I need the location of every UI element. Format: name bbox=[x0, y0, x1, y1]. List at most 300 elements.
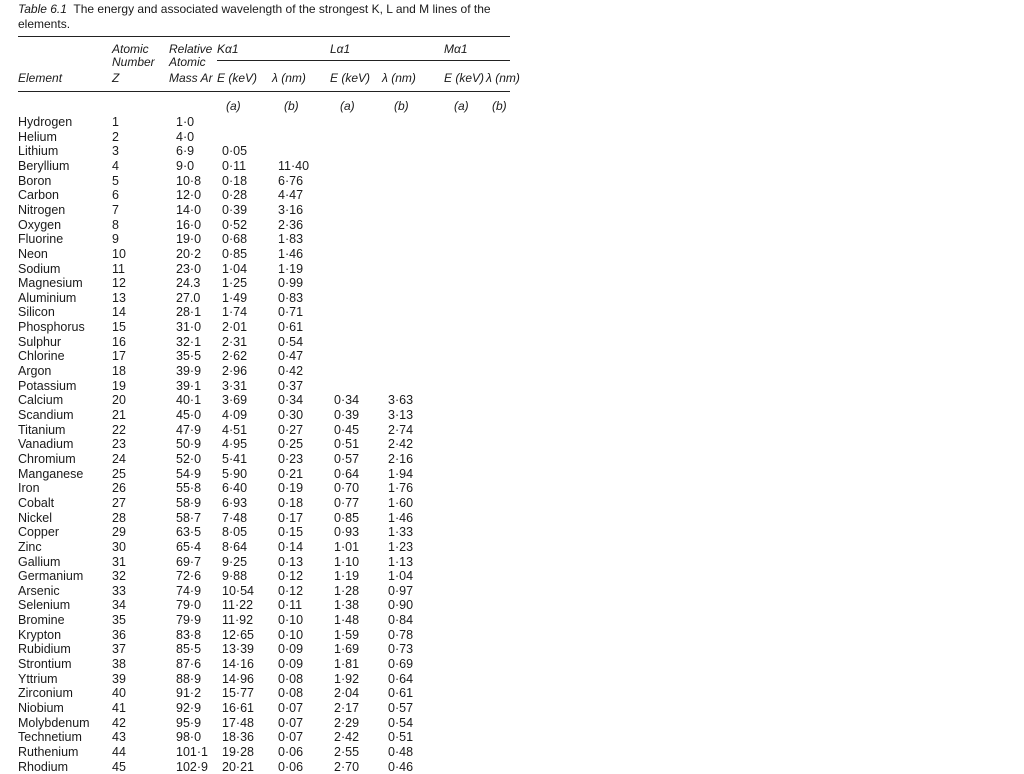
cell-k-energy: 2·01 bbox=[222, 320, 248, 335]
table-row bbox=[18, 247, 510, 262]
cell-atomic-number: 30 bbox=[112, 539, 126, 554]
cell-l-wavelength: 1·33 bbox=[388, 525, 414, 540]
cell-l-energy: 1·19 bbox=[334, 569, 360, 584]
cell-element: Aluminium bbox=[18, 290, 77, 305]
cell-l-energy: 0·51 bbox=[334, 437, 360, 452]
cell-k-energy: 2·96 bbox=[222, 364, 248, 379]
cell-atomic-mass: 79·0 bbox=[176, 598, 202, 613]
cell-k-wavelength: 0·11 bbox=[278, 598, 303, 613]
cell-atomic-number: 42 bbox=[112, 715, 126, 730]
cell-k-wavelength: 0·61 bbox=[278, 320, 304, 335]
cell-atomic-number: 10 bbox=[112, 246, 126, 261]
cell-k-energy: 15·77 bbox=[222, 686, 254, 701]
note-k-a: (a) bbox=[226, 99, 241, 113]
cell-atomic-mass: 31·0 bbox=[176, 320, 202, 335]
cell-atomic-number: 36 bbox=[112, 627, 126, 642]
cell-k-energy: 8·05 bbox=[222, 525, 248, 540]
cell-k-wavelength: 0·10 bbox=[278, 613, 304, 628]
cell-k-energy: 2·62 bbox=[222, 349, 248, 364]
cell-element: Iron bbox=[18, 481, 40, 496]
cell-k-wavelength: 0·08 bbox=[278, 671, 304, 686]
table-row bbox=[18, 408, 510, 423]
table-caption bbox=[18, 2, 510, 32]
cell-k-energy: 17·48 bbox=[222, 715, 254, 730]
cell-element: Arsenic bbox=[18, 583, 60, 598]
cell-atomic-mass: 39·9 bbox=[176, 364, 202, 379]
cell-l-wavelength: 0·46 bbox=[388, 759, 414, 774]
header-rule bbox=[18, 91, 510, 92]
cell-k-energy: 6·93 bbox=[222, 495, 248, 510]
cell-k-wavelength: 0·83 bbox=[278, 290, 304, 305]
header-atomic-2: Number bbox=[112, 55, 155, 69]
cell-atomic-mass: 47·9 bbox=[176, 422, 202, 437]
cell-k-energy: 7·48 bbox=[222, 510, 248, 525]
cell-l-wavelength: 2·74 bbox=[388, 422, 414, 437]
cell-element: Neon bbox=[18, 246, 48, 261]
table-row bbox=[18, 218, 510, 233]
cell-l-energy: 1·28 bbox=[334, 583, 360, 598]
cell-k-wavelength: 0·54 bbox=[278, 334, 304, 349]
table-row bbox=[18, 686, 510, 701]
cell-atomic-number: 6 bbox=[112, 188, 119, 203]
cell-atomic-mass: 9·0 bbox=[176, 158, 195, 173]
cell-atomic-mass: 65·4 bbox=[176, 539, 202, 554]
caption-label: Table 6.1 bbox=[18, 2, 67, 16]
cell-k-energy: 1·04 bbox=[222, 261, 248, 276]
cell-k-energy: 6·40 bbox=[222, 481, 248, 496]
cell-atomic-number: 15 bbox=[112, 320, 126, 335]
cell-atomic-mass: 72·6 bbox=[176, 569, 202, 584]
cell-atomic-number: 29 bbox=[112, 525, 126, 540]
table-row bbox=[18, 657, 510, 672]
cell-atomic-number: 7 bbox=[112, 202, 119, 217]
cell-atomic-mass: 87·6 bbox=[176, 657, 202, 672]
table-row bbox=[18, 569, 510, 584]
table-row bbox=[18, 481, 510, 496]
cell-k-energy: 0·39 bbox=[222, 202, 248, 217]
cell-element: Germanium bbox=[18, 569, 84, 584]
cell-k-energy: 8·64 bbox=[222, 539, 248, 554]
cell-element: Carbon bbox=[18, 188, 59, 203]
cell-k-energy: 20·21 bbox=[222, 759, 254, 774]
cell-atomic-number: 17 bbox=[112, 349, 126, 364]
cell-atomic-mass: 10·8 bbox=[176, 173, 202, 188]
table-row bbox=[18, 320, 510, 335]
cell-element: Oxygen bbox=[18, 217, 62, 232]
cell-l-wavelength: 0·90 bbox=[388, 598, 414, 613]
cell-element: Zirconium bbox=[18, 686, 73, 701]
table-row bbox=[18, 437, 510, 452]
cell-atomic-number: 11 bbox=[112, 261, 125, 276]
cell-k-energy: 4·95 bbox=[222, 437, 248, 452]
cell-l-energy: 2·17 bbox=[334, 701, 360, 715]
cell-element: Calcium bbox=[18, 393, 64, 408]
table-row bbox=[18, 672, 510, 687]
cell-l-wavelength: 0·54 bbox=[388, 715, 414, 730]
cell-k-energy: 1·49 bbox=[222, 290, 248, 305]
cell-atomic-mass: 24.3 bbox=[176, 276, 201, 291]
cell-l-energy: 2·70 bbox=[334, 759, 360, 774]
cell-k-wavelength: 0·99 bbox=[278, 276, 304, 291]
header-element: Element bbox=[18, 71, 63, 85]
header-m-wavelength: λ (nm) bbox=[486, 71, 520, 85]
cell-k-wavelength: 0·07 bbox=[278, 701, 304, 715]
cell-atomic-mass: 88·9 bbox=[176, 671, 202, 686]
cell-k-wavelength: 0·09 bbox=[278, 642, 304, 657]
cell-l-wavelength: 2·42 bbox=[388, 437, 414, 452]
cell-atomic-mass: 58·9 bbox=[176, 495, 202, 510]
cell-l-energy: 1·10 bbox=[334, 554, 360, 569]
cell-l-energy: 0·85 bbox=[334, 510, 360, 525]
table-row bbox=[18, 555, 510, 570]
cell-k-wavelength: 0·37 bbox=[278, 378, 304, 393]
cell-atomic-number: 22 bbox=[112, 422, 126, 437]
cell-atomic-mass: 58·7 bbox=[176, 510, 202, 525]
cell-k-energy: 18·36 bbox=[222, 730, 254, 745]
cell-atomic-mass: 54·9 bbox=[176, 466, 202, 481]
cell-atomic-number: 28 bbox=[112, 510, 126, 525]
cell-k-wavelength: 11·40 bbox=[278, 158, 310, 173]
header-l-group: Lα1 bbox=[330, 42, 351, 56]
cell-atomic-mass: 101·1 bbox=[176, 744, 208, 759]
table-row bbox=[18, 232, 510, 247]
cell-k-wavelength: 2·36 bbox=[278, 217, 304, 232]
table-row bbox=[18, 188, 510, 203]
cell-element: Manganese bbox=[18, 466, 84, 481]
cell-element: Ruthenium bbox=[18, 744, 79, 759]
table-row bbox=[18, 745, 510, 760]
cell-k-wavelength: 0·19 bbox=[278, 481, 304, 496]
table-row bbox=[18, 716, 510, 731]
note-m-a: (a) bbox=[454, 99, 469, 113]
cell-atomic-number: 37 bbox=[112, 642, 126, 657]
table-row bbox=[18, 760, 510, 774]
cell-l-wavelength: 1·76 bbox=[388, 481, 414, 496]
cell-k-energy: 11·22 bbox=[222, 598, 254, 613]
cell-l-wavelength: 0·84 bbox=[388, 613, 414, 628]
cell-atomic-mass: 35·5 bbox=[176, 349, 202, 364]
cell-k-energy: 12·65 bbox=[222, 627, 254, 642]
header-m-group: Mα1 bbox=[444, 42, 468, 56]
cell-atomic-mass: 55·8 bbox=[176, 481, 202, 496]
cell-element: Bromine bbox=[18, 613, 65, 628]
cell-atomic-number: 13 bbox=[112, 290, 126, 305]
cell-k-wavelength: 6·76 bbox=[278, 173, 304, 188]
cell-k-wavelength: 0·06 bbox=[278, 759, 304, 774]
cell-l-energy: 0·93 bbox=[334, 525, 360, 540]
cell-k-energy: 1·74 bbox=[222, 305, 248, 320]
cell-atomic-mass: 91·2 bbox=[176, 686, 202, 701]
cell-atomic-number: 2 bbox=[112, 129, 119, 144]
header-atomic-3: Z bbox=[112, 71, 120, 85]
cell-l-wavelength: 1·60 bbox=[388, 495, 414, 510]
cell-element: Rhodium bbox=[18, 759, 69, 774]
table-row bbox=[18, 423, 510, 438]
cell-element: Helium bbox=[18, 129, 57, 144]
cell-atomic-mass: 83·8 bbox=[176, 627, 202, 642]
cell-atomic-number: 44 bbox=[112, 744, 126, 759]
table-row bbox=[18, 130, 510, 145]
cell-atomic-mass: 52·0 bbox=[176, 451, 202, 466]
table-row bbox=[18, 584, 510, 599]
cell-k-wavelength: 0·42 bbox=[278, 364, 304, 379]
cell-element: Zinc bbox=[18, 539, 42, 554]
cell-l-energy: 0·77 bbox=[334, 495, 360, 510]
cell-element: Sulphur bbox=[18, 334, 62, 349]
table-row bbox=[18, 305, 510, 320]
note-k-b: (b) bbox=[284, 99, 299, 113]
cell-element: Chlorine bbox=[18, 349, 65, 364]
cell-atomic-number: 32 bbox=[112, 569, 126, 584]
table-row bbox=[18, 701, 510, 716]
cell-element: Beryllium bbox=[18, 158, 70, 173]
cell-k-wavelength: 1·19 bbox=[278, 261, 304, 276]
cell-element: Magnesium bbox=[18, 276, 83, 291]
note-m-b: (b) bbox=[492, 99, 507, 113]
cell-l-energy: 1·38 bbox=[334, 598, 360, 613]
table-row bbox=[18, 598, 510, 613]
cell-l-energy: 0·34 bbox=[334, 393, 360, 408]
table-row bbox=[18, 540, 510, 555]
cell-k-energy: 9·25 bbox=[222, 554, 248, 569]
cell-k-wavelength: 3·16 bbox=[278, 202, 304, 217]
cell-atomic-number: 33 bbox=[112, 583, 126, 598]
top-rule bbox=[18, 36, 510, 37]
note-l-b: (b) bbox=[394, 99, 409, 113]
cell-atomic-number: 26 bbox=[112, 481, 126, 496]
cell-atomic-mass: 98·0 bbox=[176, 730, 202, 745]
cell-k-energy: 0·52 bbox=[222, 217, 248, 232]
cell-element: Technetium bbox=[18, 730, 82, 745]
cell-l-energy: 0·39 bbox=[334, 408, 360, 422]
cell-k-wavelength: 0·25 bbox=[278, 437, 304, 452]
table-row bbox=[18, 262, 510, 277]
cell-element: Potassium bbox=[18, 378, 77, 393]
table-row bbox=[18, 642, 510, 657]
header-k-group: Kα1 bbox=[217, 42, 239, 56]
cell-element: Krypton bbox=[18, 627, 62, 642]
header-k-wavelength: λ (nm) bbox=[272, 71, 306, 85]
cell-l-wavelength: 0·57 bbox=[388, 701, 414, 715]
cell-atomic-mass: 4·0 bbox=[176, 129, 195, 144]
cell-element: Molybdenum bbox=[18, 715, 90, 730]
cell-k-wavelength: 0·12 bbox=[278, 583, 304, 598]
cell-l-wavelength: 1·94 bbox=[388, 466, 414, 481]
cell-element: Nickel bbox=[18, 510, 53, 525]
cell-l-energy: 2·42 bbox=[334, 730, 360, 745]
cell-k-wavelength: 0·07 bbox=[278, 715, 304, 730]
cell-k-wavelength: 0·71 bbox=[278, 305, 304, 320]
cell-l-wavelength: 0·73 bbox=[388, 642, 414, 657]
cell-element: Fluorine bbox=[18, 232, 64, 247]
cell-k-wavelength: 0·12 bbox=[278, 569, 304, 584]
table-row bbox=[18, 144, 510, 159]
table-row bbox=[18, 525, 510, 540]
cell-atomic-mass: 45·0 bbox=[176, 408, 202, 422]
cell-l-wavelength: 1·13 bbox=[388, 554, 414, 569]
cell-k-energy: 14·96 bbox=[222, 671, 254, 686]
cell-element: Phosphorus bbox=[18, 320, 85, 335]
cell-l-wavelength: 0·48 bbox=[388, 744, 414, 759]
cell-k-energy: 11·92 bbox=[222, 613, 254, 628]
header-k-energy: E (keV) bbox=[217, 71, 258, 85]
cell-k-wavelength: 0·08 bbox=[278, 686, 304, 701]
cell-l-energy: 1·81 bbox=[334, 657, 360, 672]
cell-atomic-mass: 28·1 bbox=[176, 305, 202, 320]
cell-k-energy: 1·25 bbox=[222, 276, 248, 291]
cell-k-energy: 3·69 bbox=[222, 393, 248, 408]
table-row bbox=[18, 613, 510, 628]
table-row bbox=[18, 628, 510, 643]
cell-k-energy: 13·39 bbox=[222, 642, 254, 657]
header-mass-2: Atomic bbox=[169, 55, 206, 69]
cell-k-wavelength: 0·21 bbox=[278, 466, 304, 481]
cell-k-energy: 9·88 bbox=[222, 569, 248, 584]
cell-k-wavelength: 4·47 bbox=[278, 188, 304, 203]
cell-atomic-number: 35 bbox=[112, 613, 126, 628]
cell-element: Cobalt bbox=[18, 495, 55, 510]
cell-element: Vanadium bbox=[18, 437, 74, 452]
table-row bbox=[18, 291, 510, 306]
cell-l-energy: 0·45 bbox=[334, 422, 360, 437]
cell-element: Scandium bbox=[18, 408, 74, 422]
cell-k-wavelength: 0·06 bbox=[278, 744, 304, 759]
header-m-energy: E (keV) bbox=[444, 71, 485, 85]
table-row bbox=[18, 364, 510, 379]
cell-k-wavelength: 0·14 bbox=[278, 539, 304, 554]
cell-k-wavelength: 0·17 bbox=[278, 510, 304, 525]
cell-atomic-mass: 27.0 bbox=[176, 290, 201, 305]
cell-k-wavelength: 1·46 bbox=[278, 246, 304, 261]
cell-l-wavelength: 1·46 bbox=[388, 510, 414, 525]
cell-k-energy: 0·05 bbox=[222, 144, 248, 159]
cell-element: Silicon bbox=[18, 305, 55, 320]
cell-element: Sodium bbox=[18, 261, 61, 276]
cell-k-energy: 0·68 bbox=[222, 232, 248, 247]
cell-k-wavelength: 0·09 bbox=[278, 657, 304, 672]
table-row bbox=[18, 203, 510, 218]
cell-l-energy: 0·57 bbox=[334, 451, 360, 466]
cell-atomic-mass: 39·1 bbox=[176, 378, 202, 393]
table-row bbox=[18, 511, 510, 526]
cell-atomic-mass: 50·9 bbox=[176, 437, 202, 452]
table-row bbox=[18, 393, 510, 408]
cell-atomic-mass: 74·9 bbox=[176, 583, 202, 598]
cell-k-energy: 5·41 bbox=[222, 451, 248, 466]
table-row bbox=[18, 730, 510, 745]
cell-atomic-number: 8 bbox=[112, 217, 119, 232]
cell-atomic-number: 24 bbox=[112, 451, 126, 466]
cell-atomic-number: 3 bbox=[112, 144, 119, 159]
cell-k-energy: 0·11 bbox=[222, 158, 247, 173]
cell-atomic-number: 23 bbox=[112, 437, 126, 452]
cell-k-wavelength: 0·34 bbox=[278, 393, 304, 408]
cell-element: Chromium bbox=[18, 451, 76, 466]
cell-l-energy: 2·04 bbox=[334, 686, 360, 701]
header-l-wavelength: λ (nm) bbox=[382, 71, 416, 85]
cell-atomic-mass: 85·5 bbox=[176, 642, 202, 657]
cell-element: Strontium bbox=[18, 657, 72, 672]
cell-k-wavelength: 0·10 bbox=[278, 627, 304, 642]
cell-l-wavelength: 0·64 bbox=[388, 671, 414, 686]
cell-atomic-mass: 6·9 bbox=[176, 144, 195, 159]
cell-atomic-mass: 23·0 bbox=[176, 261, 202, 276]
cell-element: Copper bbox=[18, 525, 59, 540]
cell-l-wavelength: 0·97 bbox=[388, 583, 414, 598]
cell-k-wavelength: 0·07 bbox=[278, 730, 304, 745]
cell-l-energy: 1·48 bbox=[334, 613, 360, 628]
cell-k-wavelength: 0·23 bbox=[278, 451, 304, 466]
cell-atomic-number: 43 bbox=[112, 730, 126, 745]
cell-k-energy: 3·31 bbox=[222, 378, 248, 393]
cell-atomic-number: 34 bbox=[112, 598, 126, 613]
cell-atomic-mass: 12·0 bbox=[176, 188, 202, 203]
cell-element: Rubidium bbox=[18, 642, 71, 657]
table-row bbox=[18, 159, 510, 174]
cell-k-energy: 16·61 bbox=[222, 701, 254, 715]
cell-k-energy: 14·16 bbox=[222, 657, 254, 672]
cell-atomic-number: 39 bbox=[112, 671, 126, 686]
table-page bbox=[18, 2, 520, 774]
caption-text: The energy and associated wavelength of the strongest K, L and M lines of the elements. bbox=[18, 2, 491, 31]
cell-k-energy: 0·28 bbox=[222, 188, 248, 203]
cell-atomic-number: 14 bbox=[112, 305, 126, 320]
cell-element: Niobium bbox=[18, 701, 64, 715]
cell-atomic-number: 19 bbox=[112, 378, 126, 393]
table-row bbox=[18, 452, 510, 467]
cell-l-energy: 2·55 bbox=[334, 744, 360, 759]
cell-k-wavelength: 0·30 bbox=[278, 408, 304, 422]
cell-atomic-mass: 16·0 bbox=[176, 217, 202, 232]
cell-element: Argon bbox=[18, 364, 52, 379]
cell-atomic-number: 16 bbox=[112, 334, 126, 349]
cell-k-energy: 0·85 bbox=[222, 246, 248, 261]
cell-l-wavelength: 0·69 bbox=[388, 657, 414, 672]
cell-l-energy: 1·69 bbox=[334, 642, 360, 657]
cell-l-wavelength: 0·61 bbox=[388, 686, 414, 701]
group-rule bbox=[217, 60, 510, 61]
table-row bbox=[18, 335, 510, 350]
cell-atomic-mass: 95·9 bbox=[176, 715, 202, 730]
cell-atomic-number: 31 bbox=[112, 554, 126, 569]
cell-atomic-mass: 92·9 bbox=[176, 701, 202, 715]
cell-atomic-mass: 1·0 bbox=[176, 115, 195, 129]
cell-atomic-mass: 20·2 bbox=[176, 246, 202, 261]
cell-atomic-number: 41 bbox=[112, 701, 126, 715]
header-mass-1: Relative bbox=[169, 42, 213, 56]
cell-k-wavelength: 1·83 bbox=[278, 232, 304, 247]
cell-l-energy: 0·70 bbox=[334, 481, 360, 496]
table-row bbox=[18, 349, 510, 364]
cell-atomic-mass: 63·5 bbox=[176, 525, 202, 540]
table-row bbox=[18, 379, 510, 394]
cell-atomic-mass: 79·9 bbox=[176, 613, 202, 628]
cell-l-wavelength: 0·51 bbox=[388, 730, 414, 745]
cell-k-energy: 19·28 bbox=[222, 744, 254, 759]
cell-l-energy: 0·64 bbox=[334, 466, 360, 481]
cell-l-wavelength: 2·16 bbox=[388, 451, 414, 466]
table-row bbox=[18, 467, 510, 482]
cell-atomic-number: 27 bbox=[112, 495, 126, 510]
cell-l-energy: 1·01 bbox=[334, 539, 360, 554]
cell-atomic-number: 40 bbox=[112, 686, 126, 701]
cell-k-wavelength: 0·18 bbox=[278, 495, 304, 510]
cell-k-wavelength: 0·47 bbox=[278, 349, 304, 364]
cell-element: Titanium bbox=[18, 422, 66, 437]
cell-element: Nitrogen bbox=[18, 202, 66, 217]
cell-l-wavelength: 1·04 bbox=[388, 569, 414, 584]
header-l-energy: E (keV) bbox=[330, 71, 371, 85]
